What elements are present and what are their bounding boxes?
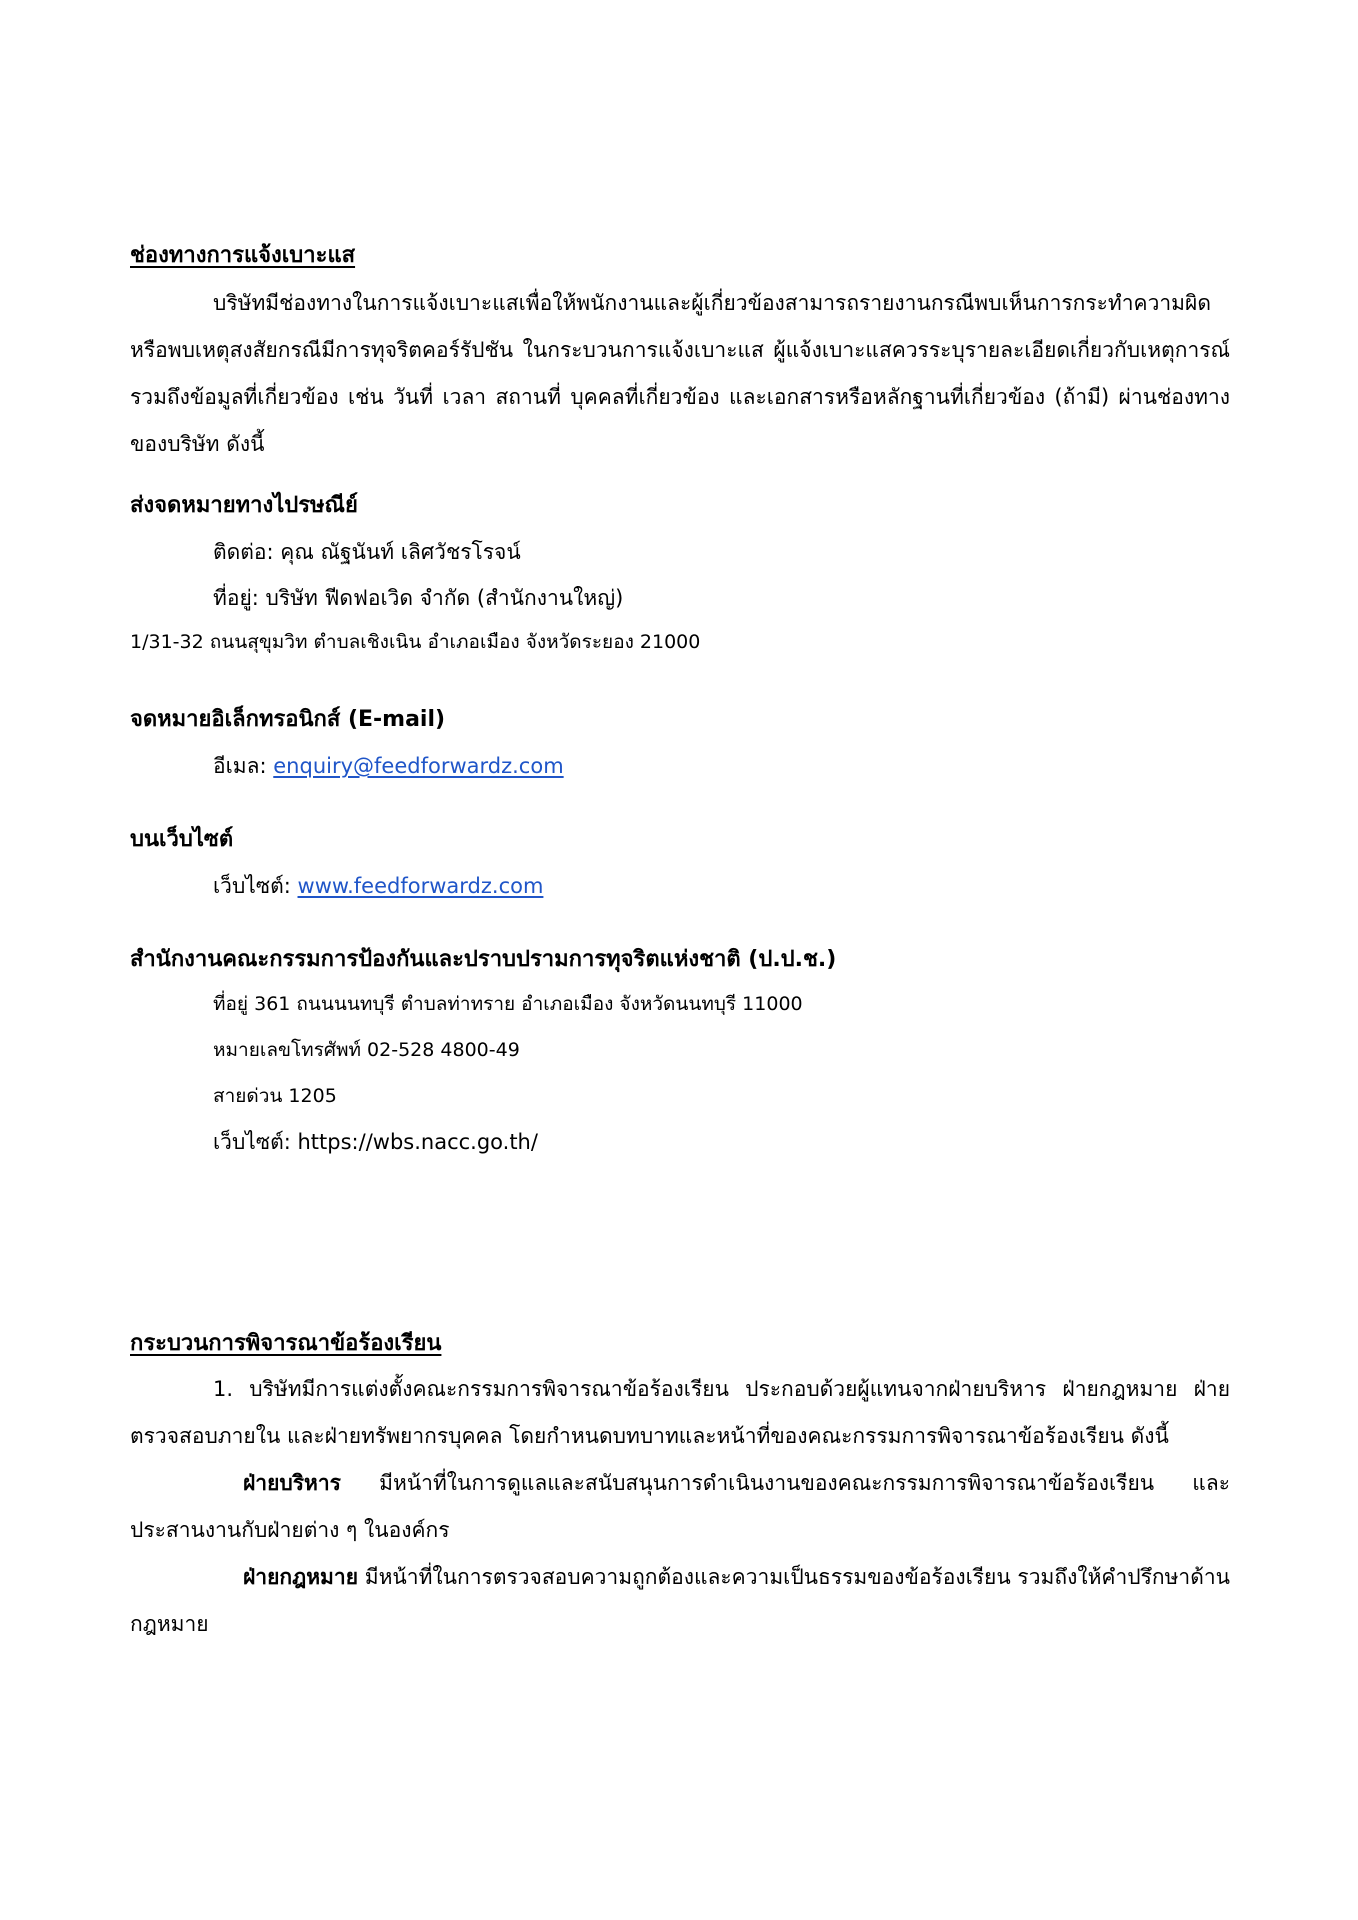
website-line — [130, 870, 1230, 902]
post-address: ที่อยู่: บริษัท ฟีดฟอเวิด จำกัด (สำนักงานใหญ่) — [213, 586, 624, 610]
post-heading: ส่งจดหมายทางไปรษณีย์ — [130, 493, 358, 518]
legal-title: ฝ่ายกฎหมาย — [243, 1565, 358, 1589]
document-page — [130, 240, 1230, 1648]
legal-text: มีหน้าที่ในการตรวจสอบความถูกต้องและความเป็นธรรมของข้อร้องเรียน รวมถึงให้คำปรึกษาด้านกฎหมาย — [130, 1565, 1230, 1636]
website-label: เว็บไซต์: — [213, 874, 298, 898]
website-link[interactable]: www.feedforwardz.com — [297, 874, 544, 898]
complaint-item-1: 1. บริษัทมีการแต่งตั้งคณะกรรมการพิจารณาข้อร้องเรียน ประกอบด้วยผู้แทนจากฝ่ายบริหาร ฝ่ายกฎหมาย ฝ่ายตรวจสอบภายใน และฝ่ายทรัพยากรบุคคล โดยกำหนดบทบาทและหน้าที่ของคณะกรรมการพิจารณาข้อร้องเรียน ดังนี้ — [130, 1377, 1230, 1448]
whistleblow-intro: บริษัทมีช่องทางในการแจ้งเบาะแสเพื่อให้พนักงานและผู้เกี่ยวข้องสามารถรายงานกรณีพบเห็นการกระทำความผิด หรือพบเหตุสงสัยกรณีมีการทุจริตคอร์รัปชัน ในกระบวนการแจ้งเบาะแส ผู้แจ้งเบาะแสควรระบุรายละเอียดเกี่ยวกับเหตุการณ์ รวมถึงข้อมูลที่เกี่ยวข้อง เช่น วันที่ เวลา สถานที่ บุคคลที่เกี่ยวข้อง และเอกสารหรือหลักฐานที่เกี่ยวข้อง (ถ้ามี) ผ่านช่องทางของบริษัท ดังนี้ — [130, 291, 1230, 456]
complaint-legal — [130, 1554, 1230, 1648]
nacc-hotline: สายด่วน 1205 — [213, 1085, 337, 1107]
email-link[interactable]: enquiry@feedforwardz.com — [273, 754, 564, 778]
management-title: ฝ่ายบริหาร — [243, 1471, 341, 1495]
management-text: มีหน้าที่ในการดูแลและสนับสนุนการดำเนินงานของคณะกรรมการพิจารณาข้อร้องเรียน และประสานงานกับฝ่ายต่าง ๆ ในองค์กร — [130, 1471, 1230, 1542]
nacc-website: เว็บไซต์: https://wbs.nacc.go.th/ — [213, 1130, 538, 1154]
complaint-heading: กระบวนการพิจารณาข้อร้องเรียน — [130, 1331, 442, 1356]
nacc-phone: หมายเลขโทรศัพท์ 02-528 4800-49 — [213, 1039, 520, 1061]
nacc-address: ที่อยู่ 361 ถนนนนทบุรี ตำบลท่าทราย อำเภอเมือง จังหวัดนนทบุรี 11000 — [213, 993, 803, 1015]
post-contact: ติดต่อ: คุณ ณัฐนันท์ เลิศวัชรโรจน์ — [213, 540, 521, 564]
post-address-line2: 1/31-32 ถนนสุขุมวิท ตำบลเชิงเนิน อำเภอเมือง จังหวัดระยอง 21000 — [130, 631, 701, 653]
email-heading: จดหมายอิเล็กทรอนิกส์ (E-mail) — [130, 707, 446, 732]
website-heading: บนเว็บไซต์ — [130, 827, 234, 852]
nacc-heading: สำนักงานคณะกรรมการป้องกันและปราบปรามการทุจริตแห่งชาติ (ป.ป.ช.) — [130, 947, 837, 972]
whistleblow-heading: ช่องทางการแจ้งเบาะแส — [130, 243, 356, 268]
complaint-management — [130, 1460, 1230, 1554]
email-line — [130, 750, 1230, 782]
email-label: อีเมล: — [213, 754, 274, 778]
